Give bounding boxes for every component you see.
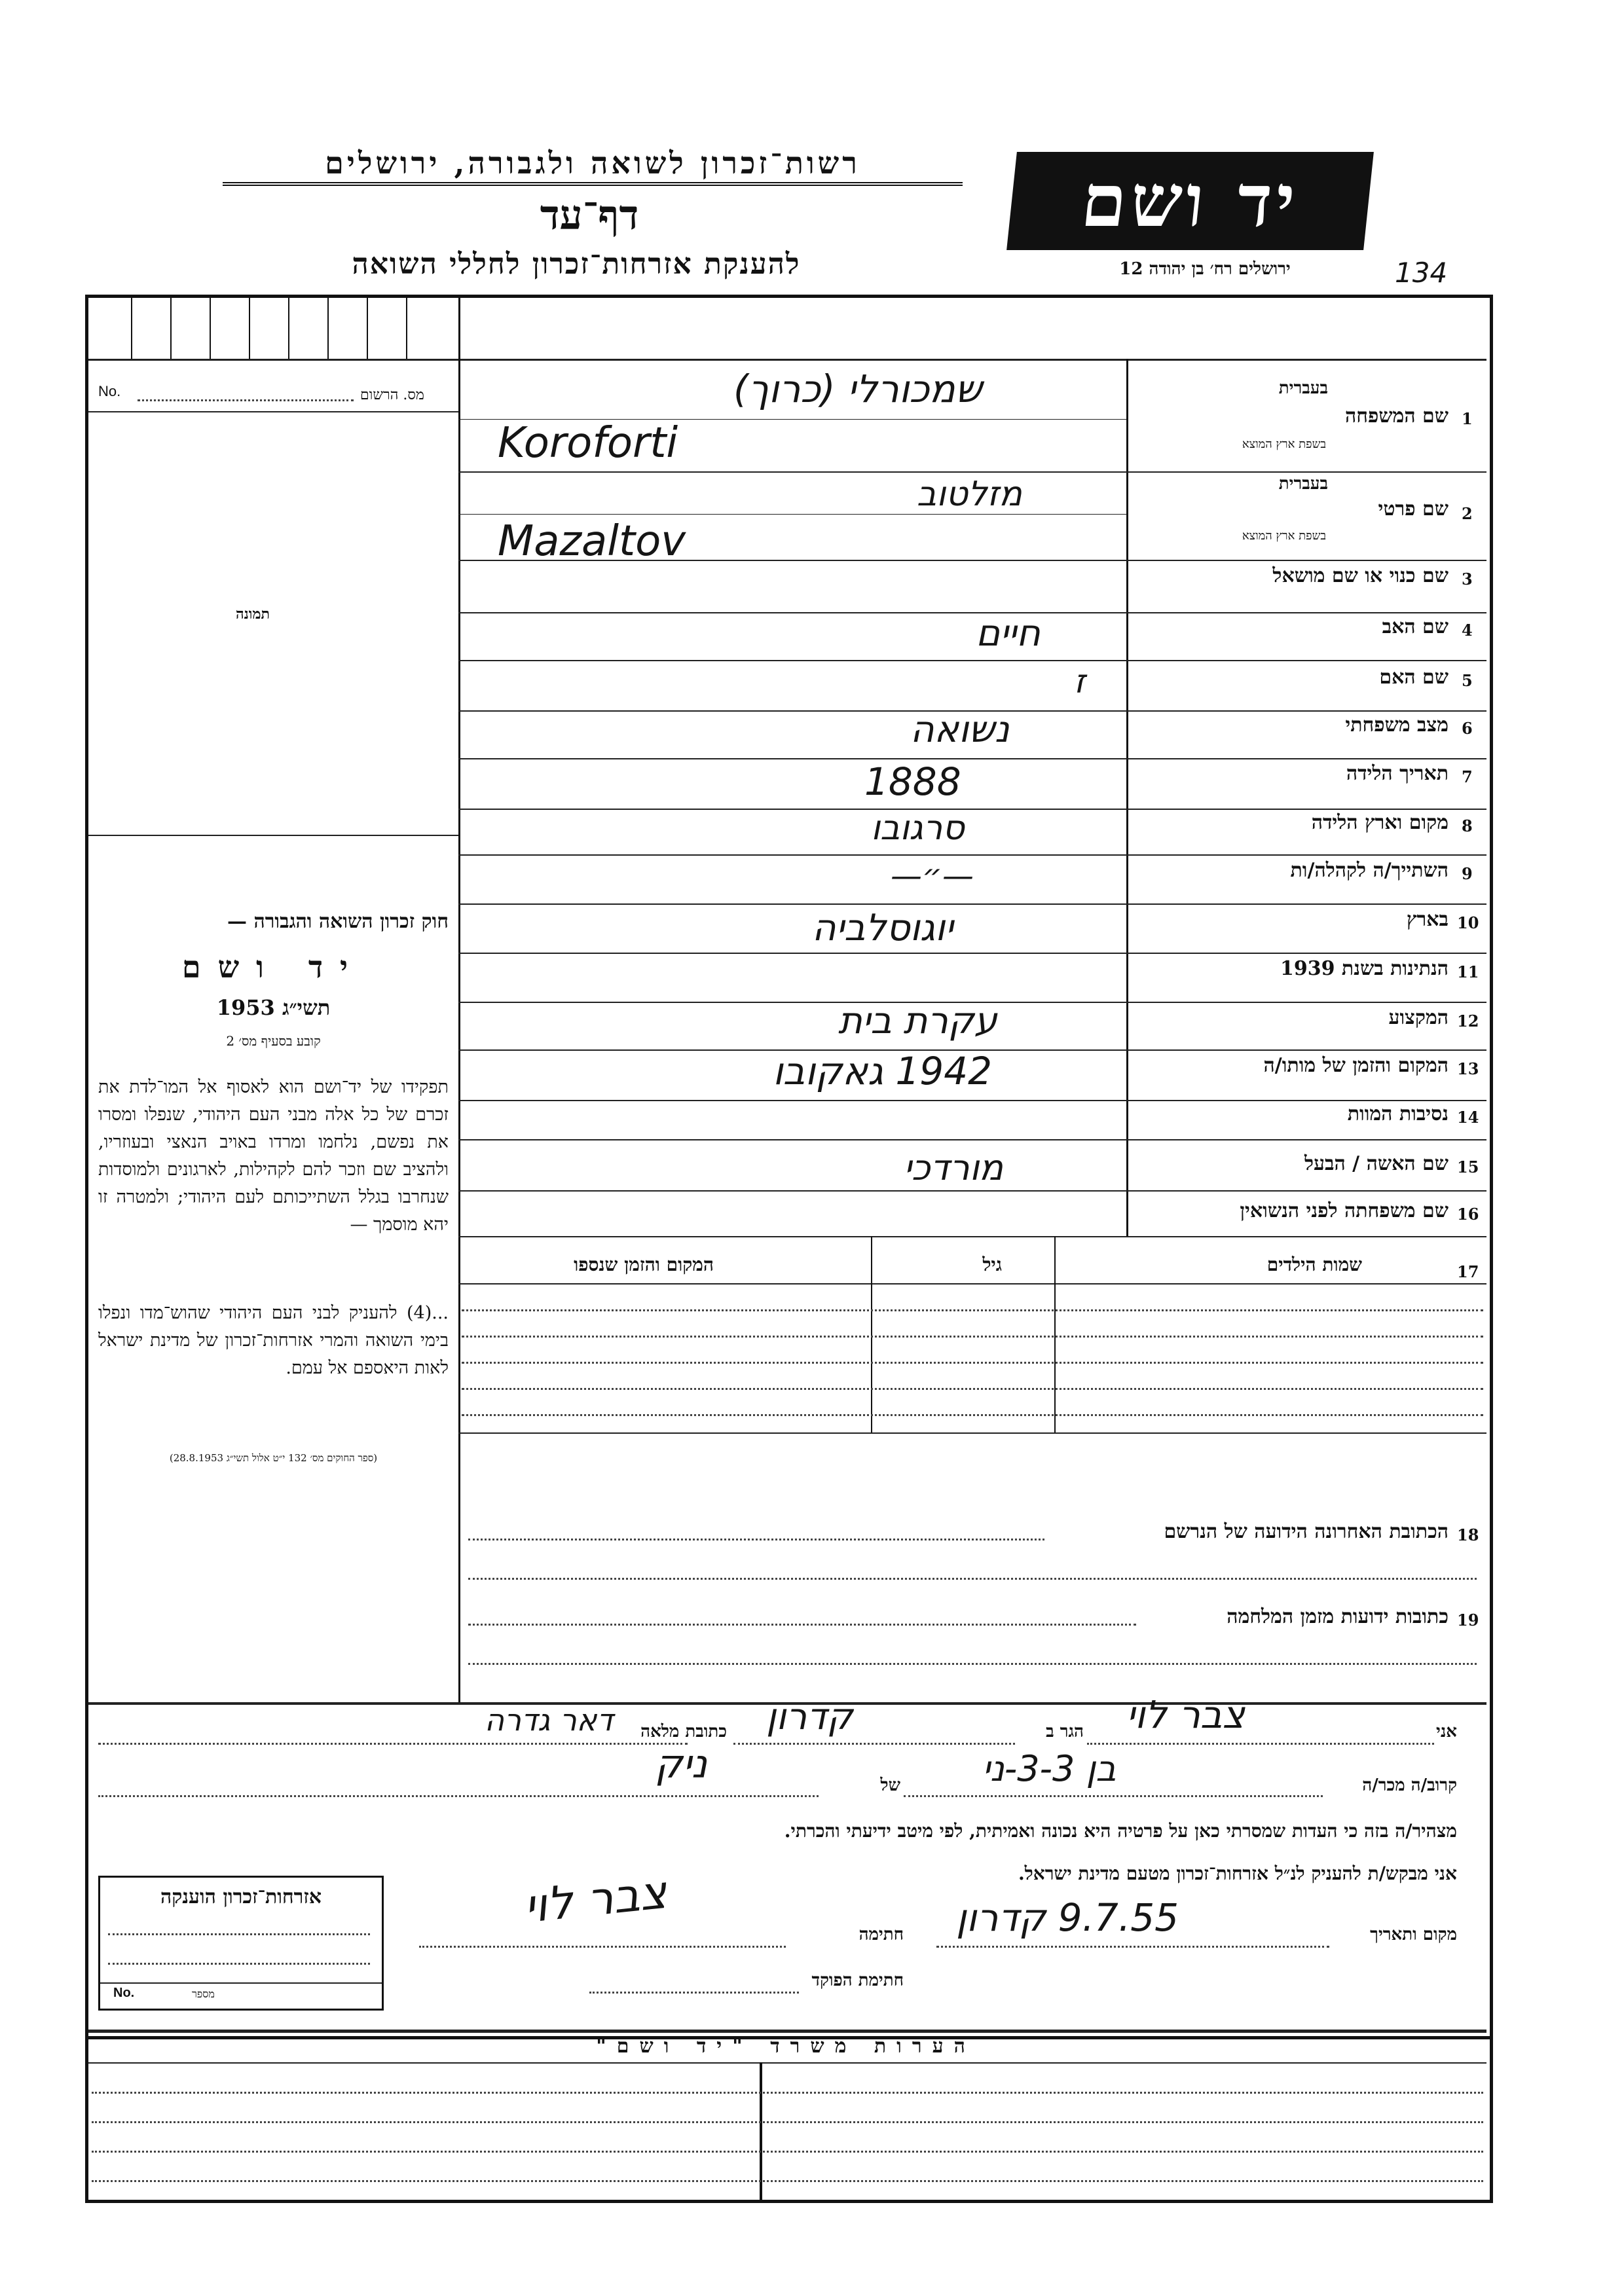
yad-vashem-logo (1006, 152, 1374, 250)
citizenship-stamp-box (98, 1876, 384, 2011)
stamp-title: אזרחות־זכרון הוענקה (160, 1886, 322, 1908)
decl-address-label: כתובת מלאה (640, 1722, 727, 1741)
decl-city-value: קדרון (766, 1696, 853, 1738)
field-6-value: נשואה (910, 708, 1010, 751)
field-1-value-foreign: Koroforti (498, 419, 678, 467)
field-2-value-foreign: Mazaltov (498, 517, 686, 566)
field-8-value: סרגובו (871, 809, 965, 848)
field-6-label: מצב משפחתי (1345, 714, 1449, 737)
field-17-number: 17 (1457, 1262, 1479, 1281)
field-2-foreign-label: בשפת ארץ המוצא (1242, 529, 1326, 543)
decl-address-value: דאר גדרה (485, 1702, 614, 1738)
registry-label: מס. הרשום (360, 387, 424, 403)
field-18-label: הכתובת האחרונה הידועה של הנרשם (1164, 1520, 1449, 1543)
field-13-value: 1942 גאקובו (773, 1049, 993, 1093)
logo-text: יד ושם (1077, 158, 1303, 243)
field-19-number: 19 (1457, 1611, 1479, 1630)
field-5-value: ז (1074, 663, 1086, 701)
law-paragraph-1: תפקידו של יד־ושם הוא לאסוף אל המו־לדת את זכרם של כל אלה מבני העם היהודי, שנפלו ומסרו את נפשם, נלחמו ומרדו באויב הנאצי ובעוזריו, ולהציב שם וזכר להם לקהילות, לארגונים ולמוסדות שנחרבו בגלל השתייכותם לעם היהודי; ולמטרה זו יהא מוסמך — (98, 1077, 449, 1235)
law-footnote: (ספר החוקים מס׳ 132 י״ט אלול תשי״ג 28.8.1953) (169, 1452, 378, 1464)
office-notes-title: הערות משרד "יד ושם" (596, 2035, 976, 2058)
field-2-hebrew-label: בעברית (1278, 474, 1328, 494)
field-1-foreign-label: בשפת ארץ המוצא (1242, 437, 1326, 451)
decl-name-value: צבר לוי (1126, 1692, 1245, 1737)
field-9-value: —״— (891, 858, 974, 894)
form-title: דף־עד (540, 191, 639, 239)
office-notes-frame (85, 2030, 1493, 2203)
field-2-label: שם פרטי (1378, 498, 1449, 520)
decl-relation-value: בן 3-3-ני (982, 1748, 1116, 1789)
decl-officer-label: חתימת הפוקד (811, 1971, 904, 1990)
field-8-label: מקום וארץ הלידה (1311, 811, 1449, 834)
decl-lives-in: הגר ב (1046, 1722, 1084, 1741)
field-1-value-hebrew: שמכורלי (כרוך) (733, 367, 982, 411)
stamp-no-label: No. (113, 1986, 135, 2000)
field-15-label: שם האשה / הבעל (1304, 1152, 1449, 1175)
field-18-number: 18 (1457, 1525, 1479, 1544)
registry-no-label: No. (98, 383, 121, 399)
field-13-label: המקום והזמן של מותו/ה (1263, 1054, 1449, 1077)
page-number: 134 (1395, 257, 1448, 289)
law-title: חוק זכרון השואה והגבורה — (227, 910, 449, 933)
field-3-label: שם כנוי או שם מושאל (1272, 564, 1449, 587)
decl-statement-2: אני מבקש/ת להעניק לנ״ל אזרחות־זכרון מטעם מדינת ישראל. (1018, 1863, 1457, 1884)
field-10-label: בארץ (1406, 908, 1449, 931)
decl-place-date-label: מקום ותאריך (1370, 1925, 1457, 1944)
field-14-label: נסיבות המוות (1347, 1102, 1449, 1125)
decl-ani: אני (1436, 1722, 1457, 1741)
field-16-label: שם משפחתה לפני הנשואין (1240, 1199, 1449, 1222)
decl-signature-label: חתימה (858, 1925, 904, 1944)
field-12-label: המקצוע (1388, 1006, 1449, 1029)
field-5-label: שם האם (1379, 666, 1449, 689)
decl-of-value: ניק (655, 1741, 708, 1787)
law-paragraph-2: ...(4) להעניק לבני העם היהודי שהוש־מדו ונפלו בימי השואה והמרי אזרחות־זכרון של מדינת ישראל לאות היאספם אל עמם. (98, 1303, 449, 1378)
field-1-label: שם המשפחה (1344, 405, 1449, 428)
org-line: רשות־זכרון לשואה ולגבורה, ירושלים (223, 145, 963, 186)
field-7-value: 1888 (864, 759, 961, 804)
field-10-value: יוגוסלביה (812, 907, 953, 949)
form-subtitle: להענקת אזרחות־זכרון לחללי השואה (352, 247, 801, 281)
decl-signature-value: צבר לוי (521, 1865, 669, 1934)
field-19-label: כתובות ידועות מזמן המלחמה (1227, 1605, 1449, 1628)
address: ירושלים רח׳ בן יהודה 12 (1119, 259, 1291, 279)
decl-of-label: של (880, 1776, 900, 1795)
field-11-label: הנתינות בשנת 1939 (1280, 957, 1449, 980)
children-col-age: גיל (982, 1254, 1002, 1275)
field-1-hebrew-label: בעברית (1278, 378, 1328, 398)
decl-statement-1: מצהיר/ה בזה כי העדות שמסרתי כאן על פרטיה היא נכונה ואמיתית, לפי מיטב ידיעתי והכרתי. (784, 1820, 1457, 1842)
field-15-value: מורדכי (904, 1147, 1003, 1188)
photo-label: תמונה (236, 606, 270, 623)
children-col-names: שמות הילדים (1266, 1254, 1362, 1275)
field-7-label: תאריך הלידה (1346, 762, 1449, 785)
children-col-place: המקום והזמן שנספו (574, 1254, 714, 1275)
field-4-label: שם האב (1382, 615, 1449, 638)
law-name: יד ושם (181, 949, 365, 985)
law-year: תשי״ג 1953 (216, 995, 331, 1020)
law-clause: קובע בסעיף מס׳ 2 (226, 1033, 321, 1049)
stamp-number-label: מספר (192, 1988, 215, 2000)
field-2-value-hebrew: מזלטוב (917, 475, 1022, 514)
field-12-value: עקרת בית (838, 1000, 997, 1042)
decl-place-date-value: 9.7.55 קדרון (956, 1895, 1179, 1940)
field-9-label: השתייך/ה לקהלה/ות (1290, 859, 1449, 882)
decl-relative-label: קרוב/ה מכר/ה (1362, 1776, 1457, 1795)
field-4-value: חיים (976, 612, 1041, 655)
